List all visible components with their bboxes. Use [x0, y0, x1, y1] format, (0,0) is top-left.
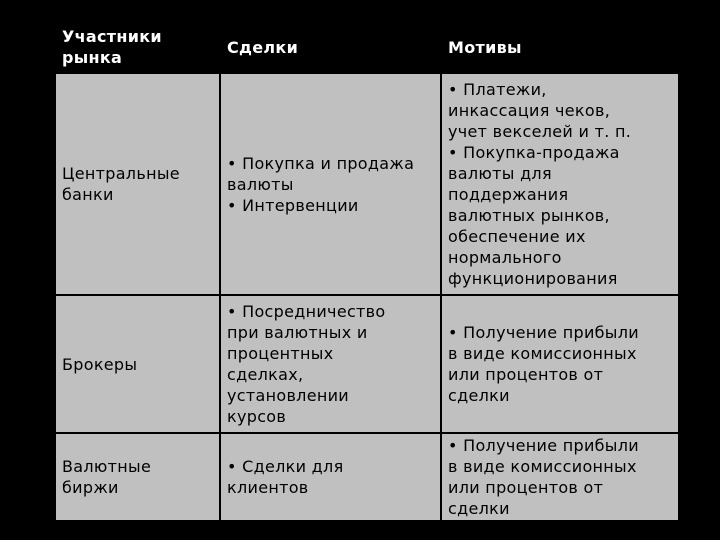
deals-cell: • Покупка и продажа валюты • Интервенции: [220, 73, 441, 295]
deals-cell: • Сделки для клиентов: [220, 433, 441, 521]
table-row: [55, 295, 679, 433]
market-participants-table: [54, 20, 680, 522]
header-deals: Сделки: [220, 21, 441, 73]
motives-cell: • Получение прибыли в виде комиссионных или процентов от сделки: [441, 295, 679, 433]
motives-cell: • Платежи, инкассация чеков, учет векселей и т. п. • Покупка-продажа валюты для поддержания валютных рынков, обеспечение их нормального функционирования: [441, 73, 679, 295]
table-header-row: [55, 21, 679, 73]
motives-cell: • Получение прибыли в виде комиссионных или процентов от сделки: [441, 433, 679, 521]
participant-cell: Брокеры: [55, 295, 220, 433]
header-participants: Участники рынка: [55, 21, 220, 73]
table-row: [55, 433, 679, 521]
deals-cell: • Посредничество при валютных и процентных сделках, установлении курсов: [220, 295, 441, 433]
table-row: [55, 73, 679, 295]
header-motives: Мотивы: [441, 21, 679, 73]
participant-cell: Центральные банки: [55, 73, 220, 295]
participant-cell: Валютные биржи: [55, 433, 220, 521]
